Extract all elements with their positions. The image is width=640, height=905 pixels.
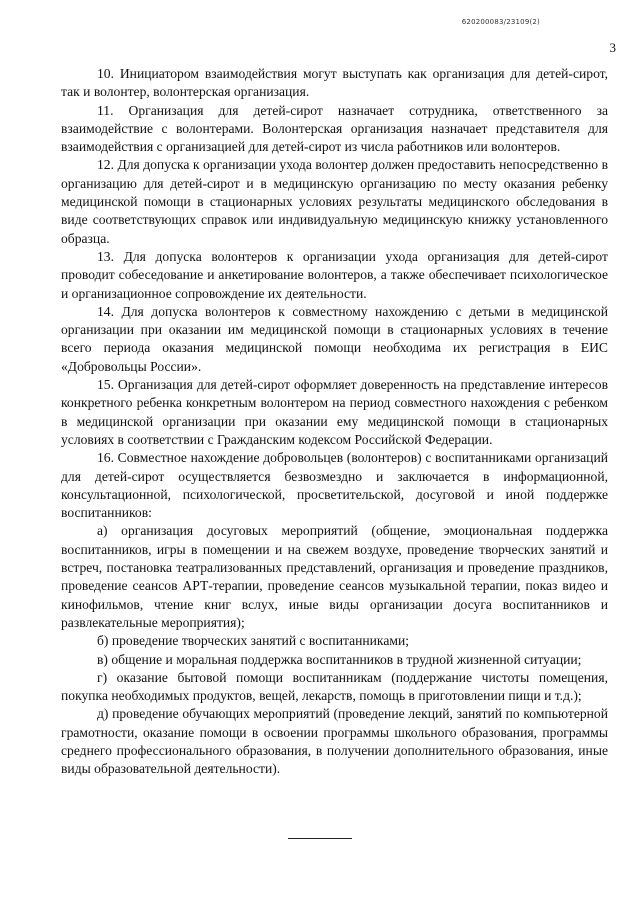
list-item-b: б) проведение творческих занятий с воспитанниками; (97, 633, 410, 649)
paragraph-13: 13. Для допуска волонтеров к организации ухода организация для детей-сирот проводит собеседование и анкетирование волонтеров, а также обеспечивает психологическое и организационное сопровождение их деятельности. (61, 248, 608, 301)
list-item-v: в) общение и моральная поддержка воспитанников в трудной жизненной ситуации; (97, 651, 582, 667)
paragraph-12: 12. Для допуска к организации ухода волонтер должен предоставить непосредственно в организацию для детей-сирот и в медицинскую организацию по месту оказания ребенку медицинской помощи в стационарных условиях результаты медицинского обследования в виде соответствующих справок или индивидуальную медицинскую книжку установленного образца. (61, 157, 608, 246)
document-body (61, 65, 608, 779)
list-item-g: г) оказание бытовой помощи воспитанникам (поддержание чистоты помещения, покупка необходимых продуктов, вещей, лекарств, помощь в приготовлении пищи и т.д.); (61, 669, 608, 704)
paragraph-16: 16. Совместное нахождение добровольцев (волонтеров) с воспитанниками организаций для детей-сирот осуществляется безвозмездно и заключается в информационной, консультационной, психологической, просветительской, досуговой и иной поддержке воспитанников: (61, 450, 608, 521)
paragraph-10: 10. Инициатором взаимодействия могут выступать как организация для детей-сирот, так и волонтер, волонтерская организация. (61, 66, 608, 100)
list-item-d: д) проведение обучающих мероприятий (проведение лекций, занятий по компьютерной грамотности, оказание помощи в освоении программы школьного образования, программы среднего профессионального образования, в получении дополнительного образования, иные виды образовательной деятельности). (61, 706, 608, 777)
document-number: 620200083/23109(2) (461, 18, 540, 26)
page-number: 3 (609, 40, 616, 55)
end-separator-line (288, 838, 352, 839)
paragraph-15: 15. Организация для детей-сирот оформляет доверенность на представление интересов конкретного ребенка конкретным волонтером на период совместного нахождения с ребенком в медицинской организации при оказании ему медицинской помощи в стационарных условиях в соответствии с Гражданским кодексом Российской Федерации. (61, 377, 608, 447)
paragraph-14: 14. Для допуска волонтеров к совместному нахождению с детьми в медицинской организации при оказании им медицинской помощи в стационарных условиях в течение всего периода оказания медицинской помощи необходима их регистрация в ЕИС «Добровольцы России». (61, 303, 608, 374)
paragraph-11: 11. Организация для детей-сирот назначает сотрудника, ответственного за взаимодействие с волонтерами. Волонтерская организация назначает представителя для взаимодействия с организацией для детей-сирот из числа работников или волонтеров. (61, 102, 608, 155)
list-item-a: а) организация досуговых мероприятий (общение, эмоциональная поддержка воспитанников, игры в помещении и на свежем воздухе, проведение творческих занятий и встреч, постановка театрализованных представлений, организация и проведение праздников, проведение сеансов АРТ-терапии, проведение сеансов музыкальной терапии, показ видео и кинофильмов, чтение книг вслух, иные виды организации досуга воспитанников и развлекательные мероприятия); (61, 523, 608, 630)
